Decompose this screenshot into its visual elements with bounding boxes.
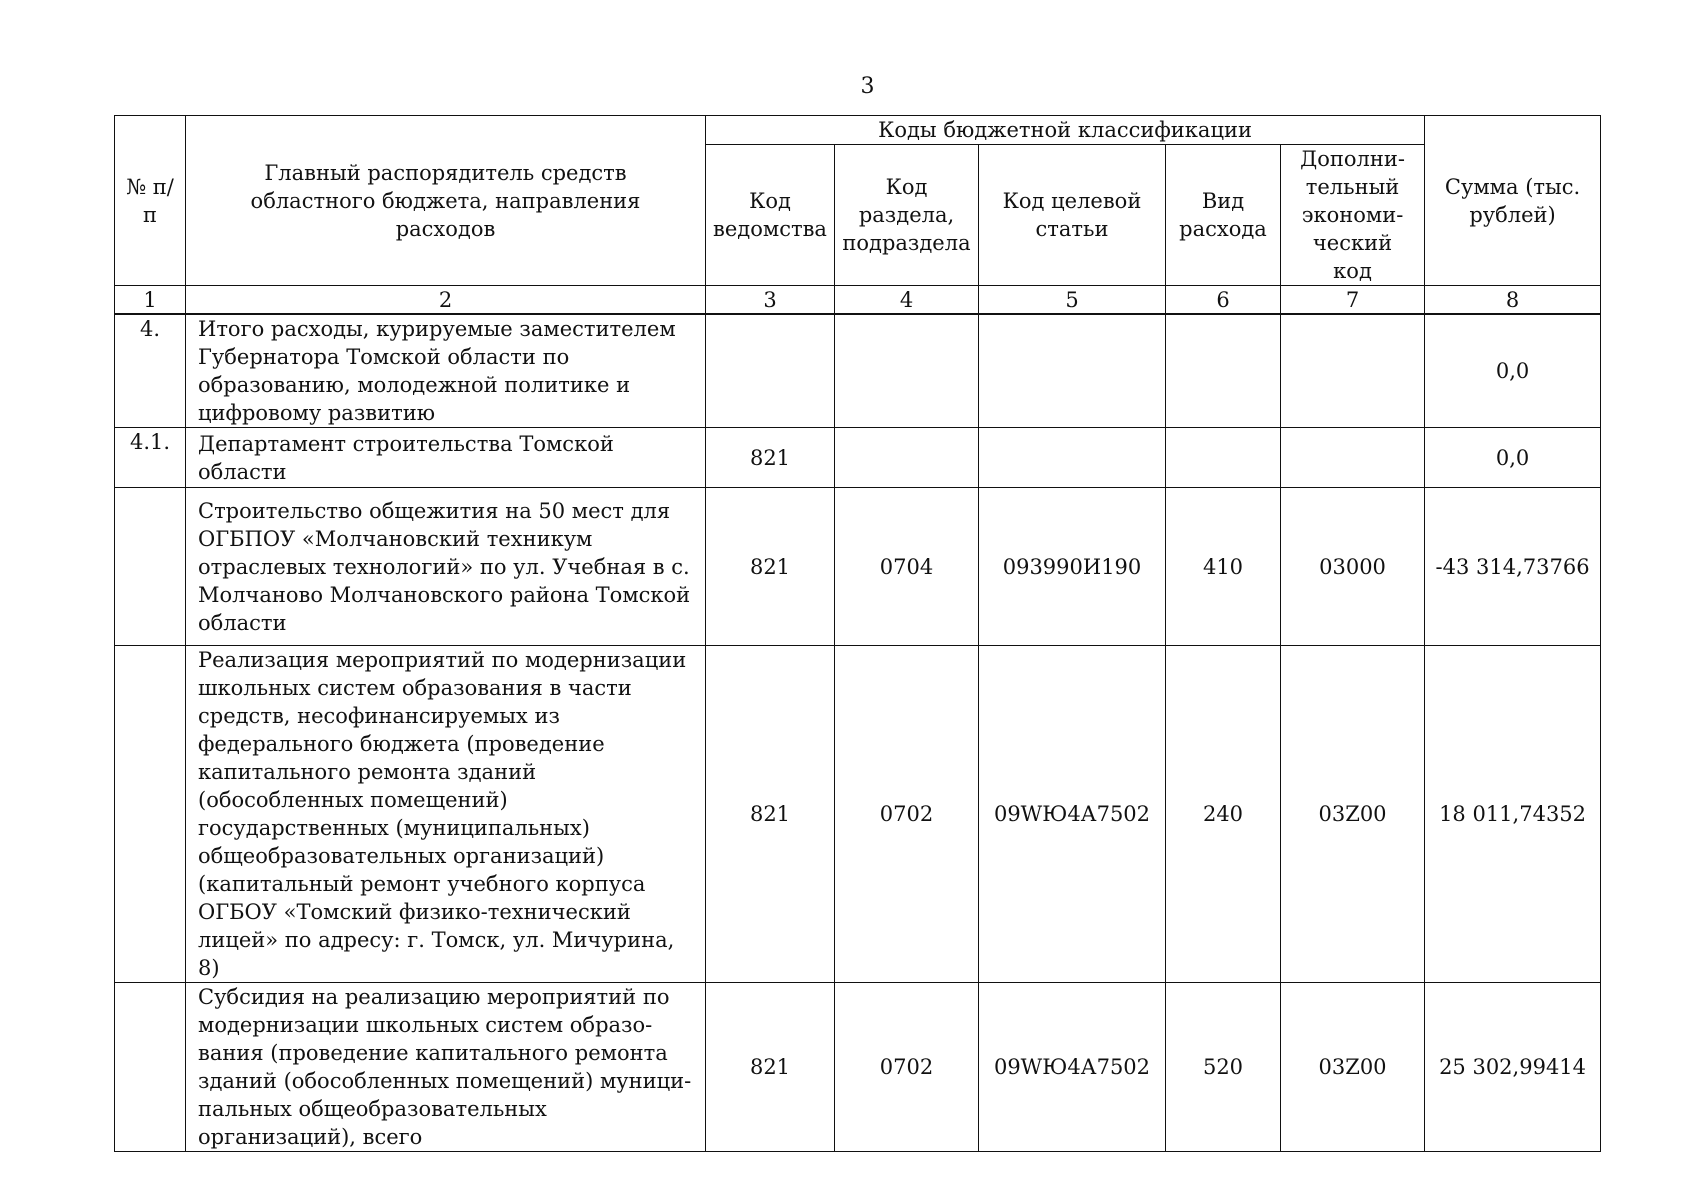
table-row <box>115 983 1601 1152</box>
column-number: 8 <box>1425 286 1601 315</box>
header-section: Код раздела, подраздела <box>835 145 979 286</box>
row-dept-code: 821 <box>706 983 835 1152</box>
header-codes-group: Коды бюджетной классификации <box>706 116 1425 145</box>
row-sum: 18 011,74352 <box>1425 646 1601 983</box>
row-number: 4.1. <box>115 428 186 488</box>
column-number-row <box>115 286 1601 315</box>
row-extra-code <box>1281 428 1425 488</box>
row-section-code <box>835 314 979 428</box>
row-number <box>115 983 186 1152</box>
header-dept: Код ведомства <box>706 145 835 286</box>
row-section-code: 0702 <box>835 983 979 1152</box>
row-description: Строительство общежития на 50 мест для ОГБПОУ «Молчановский техникум отраслевых технологий» по ул. Учебная в с. Молчаново Молчановского района Томской области <box>186 488 706 646</box>
header-num: № п/п <box>115 116 186 286</box>
row-dept-code: 821 <box>706 488 835 646</box>
row-section-code <box>835 428 979 488</box>
row-sum: 0,0 <box>1425 314 1601 428</box>
table-row <box>115 488 1601 646</box>
column-number: 7 <box>1281 286 1425 315</box>
row-target-code <box>979 314 1166 428</box>
row-expense-type: 520 <box>1166 983 1281 1152</box>
table-row <box>115 646 1601 983</box>
header-type: Вид расхода <box>1166 145 1281 286</box>
row-description: Департамент строительства Томской области <box>186 428 706 488</box>
row-description: Итого расходы, курируемые заместителем Губернатора Томской области по образованию, молодежной политике и цифровому развитию <box>186 314 706 428</box>
table-row <box>115 314 1601 428</box>
row-number <box>115 488 186 646</box>
row-target-code: 093990И190 <box>979 488 1166 646</box>
row-extra-code: 03000 <box>1281 488 1425 646</box>
row-dept-code <box>706 314 835 428</box>
column-number: 1 <box>115 286 186 315</box>
column-number: 4 <box>835 286 979 315</box>
row-sum: 0,0 <box>1425 428 1601 488</box>
row-number: 4. <box>115 314 186 428</box>
header-name: Главный распорядитель средств областного бюджета, направления расходов <box>186 116 706 286</box>
row-expense-type <box>1166 428 1281 488</box>
budget-table <box>114 115 1601 1152</box>
row-section-code: 0704 <box>835 488 979 646</box>
column-number: 5 <box>979 286 1166 315</box>
column-number: 3 <box>706 286 835 315</box>
row-description: Субсидия на реализацию мероприятий по модернизации школьных систем образо-вания (проведение капитального ремонта зданий (обособленных помещений) муници-пальных общеобразовательных организаций), всего <box>186 983 706 1152</box>
row-sum: -43 314,73766 <box>1425 488 1601 646</box>
header-extra: Дополни-тельный экономи-ческий код <box>1281 145 1425 286</box>
row-number <box>115 646 186 983</box>
row-sum: 25 302,99414 <box>1425 983 1601 1152</box>
row-expense-type: 410 <box>1166 488 1281 646</box>
column-number: 2 <box>186 286 706 315</box>
column-number: 6 <box>1166 286 1281 315</box>
table-row <box>115 428 1601 488</box>
header-target: Код целевой статьи <box>979 145 1166 286</box>
page-number: 3 <box>860 74 875 99</box>
row-dept-code: 821 <box>706 428 835 488</box>
row-extra-code: 03Z00 <box>1281 646 1425 983</box>
row-extra-code <box>1281 314 1425 428</box>
row-target-code <box>979 428 1166 488</box>
row-target-code: 09WЮ4А7502 <box>979 646 1166 983</box>
header-sum: Сумма (тыс. рублей) <box>1425 116 1601 286</box>
row-section-code: 0702 <box>835 646 979 983</box>
row-description: Реализация мероприятий по модернизации школьных систем образования в части средств, несофинансируемых из федерального бюджета (проведение капитального ремонта зданий (обособленных помещений) государственных (муниципальных) общеобразовательных организаций) (капитальный ремонт учебного корпуса ОГБОУ «Томский физико-технический лицей» по адресу: г. Томск, ул. Мичурина, 8) <box>186 646 706 983</box>
row-expense-type <box>1166 314 1281 428</box>
row-target-code: 09WЮ4А7502 <box>979 983 1166 1152</box>
row-extra-code: 03Z00 <box>1281 983 1425 1152</box>
row-expense-type: 240 <box>1166 646 1281 983</box>
row-dept-code: 821 <box>706 646 835 983</box>
